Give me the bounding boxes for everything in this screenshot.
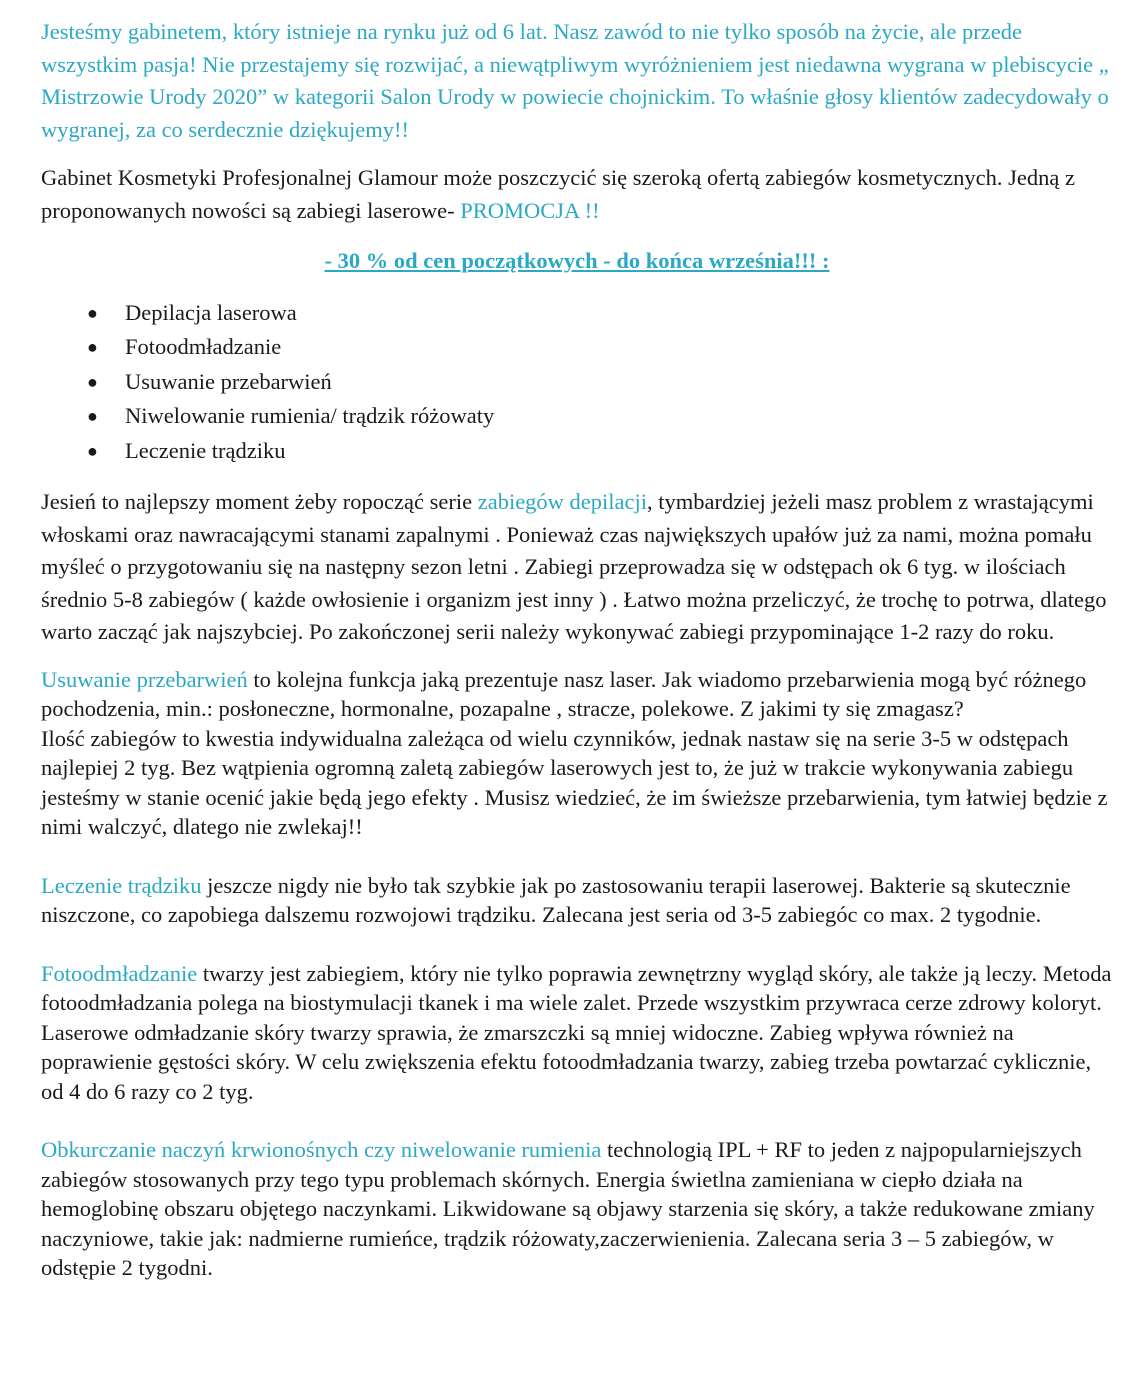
treatments-list [41, 296, 1113, 469]
depilation-text-end: , tymbardziej jeżeli masz problem z wrastającymi włoskami oraz nawracającymi stanami zapalnymi . Ponieważ czas największych upałów już za nami, można pomału myśleć o przygotowaniu się na następny sezon letni . Zabiegi przeprowadza się w odstępach ok 6 tyg. w ilościach średnio 5-8 zabiegów ( każde owłosienie i organizm jest inny ) . Łatwo można przeliczyć, że trochę to potrwa, dlatego warto zacząć jak najszybciej. Po zakończonej serii należy wykonywać zabiegi przypominające 1-2 razy do roku. [41, 489, 1107, 644]
acne-highlight: Leczenie trądziku [41, 872, 202, 898]
acne-text: jeszcze nigdy nie było tak szybkie jak po zastosowaniu terapii laserowej. Bakterie są skutecznie niszczone, co zapobiega dalszemu rozwojowi trądziku. Zalecana jest seria od 3-5 zabiegóc co max. 2 tygodnie. [41, 872, 1071, 927]
list-item [41, 330, 1113, 365]
list-item-label: Depilacja laserowa [125, 299, 297, 325]
depilation-text-start: Jesień to najlepszy moment żeby ropocząć serie [41, 489, 478, 514]
bullet-icon: ● [87, 440, 98, 461]
discoloration-paragraph-2: Ilość zabiegów to kwestia indywidualna zależąca od wielu czynników, jednak nastaw się na serie 3-5 w odstępach najlepiej 2 tyg. Bez wątpienia ogromną zaletą zabiegów laserowych jest to, że już w trakcie wykonywania zabiegu jesteśmy w stanie ocenić jakie będą jego efekty . Musisz wiedzieć, że im świeższe przebarwienia, tym łatwiej będzie z nimi walczyć, dlatego nie zwlekaj!! [41, 725, 1108, 839]
bullet-icon: ● [87, 371, 98, 392]
bullet-icon: ● [87, 302, 98, 323]
redness-highlight: Obkurczanie naczyń krwionośnych czy niwelowanie rumienia [41, 1137, 602, 1162]
bullet-icon: ● [87, 406, 98, 426]
discoloration-highlight: Usuwanie przebarwień [41, 666, 248, 692]
promo-heading: - 30 % od cen początkowych - do końca września!!! : [324, 248, 830, 273]
offer-paragraph [41, 162, 1113, 227]
list-item [41, 399, 1113, 434]
list-item-label: Niwelowanie rumienia/ trądzik różowaty [125, 403, 495, 428]
discoloration-section [41, 665, 1113, 842]
offer-text: Gabinet Kosmetyki Profesjonalnej Glamour może poszczycić się szeroką ofertą zabiegów kosmetycznych. Jedną z proponowanych nowości są zabiegi laserowe- [41, 165, 1076, 223]
discoloration-text: to kolejna funkcja jaką prezentuje nasz laser. Jak wiadomo przebarwienia mogą być różnego pochodzenia, min.: posłoneczne, hormonalne, pozapalne , stracze, polekowe. Z jakimi ty się zmagasz? [41, 666, 1087, 721]
list-item [41, 296, 1113, 331]
photorejuvenation-text: twarzy jest zabiegiem, który nie tylko poprawia zewnętrzny wygląd skóry, ale także ją leczy. Metoda fotoodmładzania polega na biostymulacji tkanek i ma wiele zalet. Przede wszystkim przywraca cerze zdrowy koloryt. Laserowe odmładzanie skóry twarzy sprawia, że zmarszczki są mniej widoczne. Zabieg wpływa również na poprawienie gęstości skóry. W celu zwiększenia efektu fotoodmładzania twarzy, zabieg trzeba powtarzać cyklicznie, od 4 do 6 razy co 2 tyg. [41, 960, 1112, 1104]
redness-text: technologią IPL + RF to jeden z najpopularniejszych zabiegów stosowanych przy tego typu problemach skórnych. Energia świetlna zamieniana w ciepło działa na hemoglobinę obszaru objętego naczynkami. Likwidowane są objawy starzenia się skóry, a także redukowane zmiany naczyniowe, takie jak: nadmierne rumieńce, trądzik różowaty,zaczerwienienia. Zalecana seria 3 – 5 zabiegów, w odstępie 2 tygodni. [41, 1137, 1095, 1280]
list-item [41, 434, 1113, 469]
depilation-paragraph [41, 486, 1113, 649]
promo-label: PROMOCJA !! [460, 197, 600, 223]
photorejuvenation-paragraph [41, 959, 1113, 1107]
list-item-label: Fotoodmładzanie [125, 334, 282, 359]
list-item [41, 365, 1113, 400]
depilation-highlight: zabiegów depilacji [477, 489, 648, 514]
list-item-label: Leczenie trądziku [125, 437, 286, 463]
intro-paragraph: Jesteśmy gabinetem, który istnieje na rynku już od 6 lat. Nasz zawód to nie tylko sposób na życie, ale przede wszystkim pasja! Nie przestajemy się rozwijać, a niewątpliwym wyróżnieniem jest niedawna wygrana w plebiscycie „ Mistrzowie Urody 2020” w kategorii Salon Urody w powiecie chojnickim. To właśnie głosy klientów zadecydowały o wygranej, za co serdecznie dziękujemy!! [41, 19, 1109, 142]
acne-paragraph [41, 871, 1113, 930]
list-item-label: Usuwanie przebarwień [125, 368, 332, 394]
discoloration-paragraph [41, 665, 1113, 724]
redness-paragraph [41, 1135, 1113, 1283]
photorejuvenation-highlight: Fotoodmładzanie [41, 960, 198, 986]
bullet-icon: ● [87, 337, 98, 357]
